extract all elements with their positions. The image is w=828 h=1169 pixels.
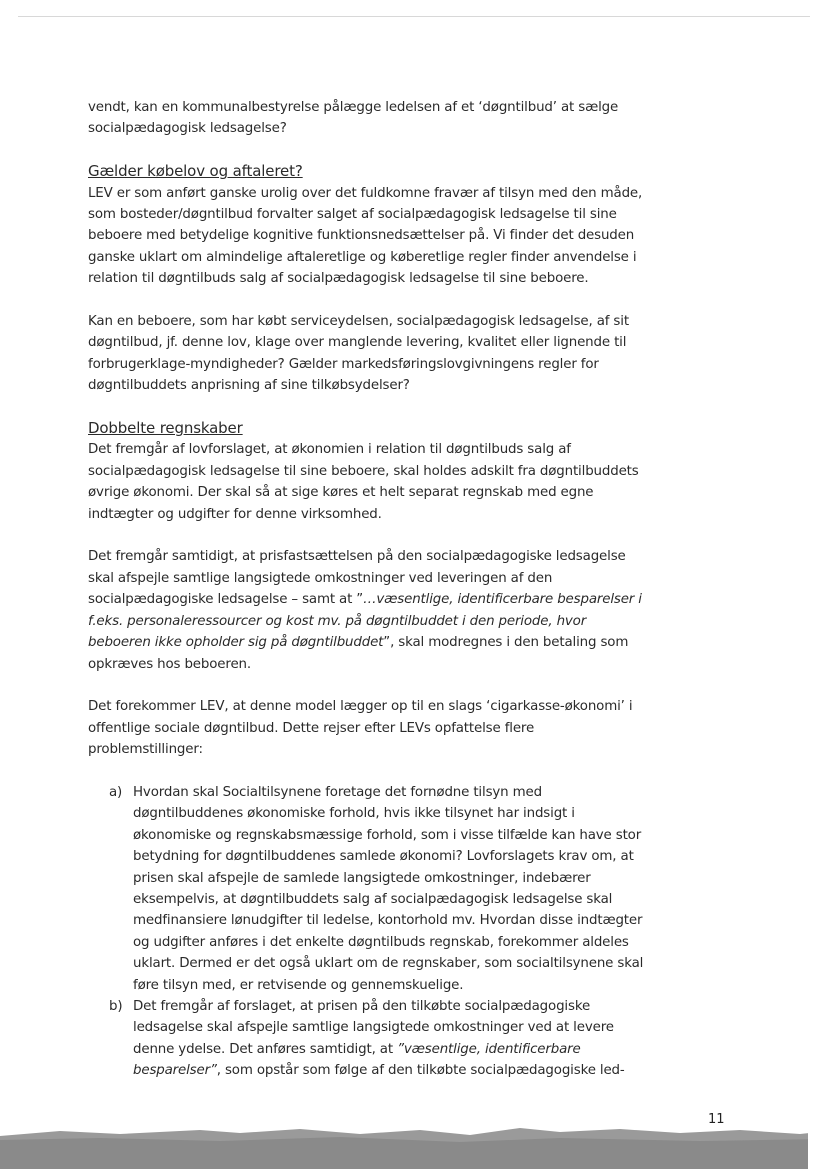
paragraph-cigarkasse: Det forekommer LEV, at denne model lægger op til en slags ‘cigarkasse-økonomi’ i offentlige sociale døgntilbud. Dette rejser efter LEVs opfattelse flere problemstillinger: <box>88 699 633 758</box>
paragraph-oekonomi-adskilt: Det fremgår af lovforslaget, at økonomien i relation til døgntilbuds salg af socialpædagogisk ledsagelse til sine beboere, skal holdes adskilt fra døgntilbuddets øvrige økonomi. Der skal så at sige køres et helt separat regnskab med egne indtægter og udgifter for denne virksomhed. <box>88 442 639 522</box>
list-text-b <box>133 999 625 1078</box>
list-item-a <box>88 782 648 996</box>
scan-shadow-bottom <box>0 1118 828 1169</box>
top-border-line <box>18 16 810 17</box>
list-text-a: Hvordan skal Socialtilsynene foretage det fornødne tilsyn med døgntilbuddenes økonomiske forhold, hvis ikke tilsynet har indsigt i økonomiske og regnskabsmæssige forhold, som i visse tilfælde kan have stor betydning for døgntilbuddenes samlede økonomi? Lovforslagets krav om, at prisen skal afspejle de samlede langsigtede omkostninger, indebærer eksempelvis, at døgntilbuddets salg af socialpædagogisk ledsagelse skal medfinansiere lønudgifter til ledelse, kontorhold mv. Hvordan disse indtægter og udgifter anføres i det enkelte døgntilbuds regnskab, forekommer aldeles uklart. Dermed er det også uklart om de regnskaber, som socialtilsynene skal føre tilsyn med, er retvisende og gennemskuelige. <box>133 784 644 993</box>
page-number: 11 <box>708 1112 725 1127</box>
paragraph-intro: vendt, kan en kommunalbestyrelse pålægge ledelsen af et ‘døgntilbud’ at sælge socialpædagogisk ledsagelse? <box>88 100 619 137</box>
problem-list <box>88 782 648 1082</box>
list-marker-b: b) <box>109 998 123 1014</box>
list-marker-a: a) <box>109 784 123 800</box>
prisfastsaettelse-quote: …væsentlige, identificerbare besparelser i f.eks. personaleressourcer og kost mv. på døgntilbuddet i den periode, hvor beboeren ikke opholder sig på døgntilbuddet <box>88 592 642 651</box>
prisfastsaettelse-text-a: Det fremgår samtidigt, at prisfastsættelsen på den socialpædagogiske ledsagelse skal afspejle samtlige langsigtede omkostninger ved leveringen af den socialpædagogiske ledsagelse – samt at ” <box>88 549 626 608</box>
paragraph-lev-urolig: LEV er som anført ganske urolig over det fuldkomne fravær af tilsyn med den måde, som bosteder/døgntilbud forvalter salget af socialpædagogisk ledsagelse til sine beboere med betydelige kognitive funktionsnedsættelser på. Vi finder det desuden ganske uklart om almindelige aftaleretlige og køberetlige regler finder anvendelse i relation til døgntilbuds salg af socialpædagogisk ledsagelse til sine beboere. <box>88 185 643 287</box>
list-text-b-b: , som opstår som følge af den tilkøbte socialpædagogiske led- <box>216 1063 625 1079</box>
heading-dobbelte-regnskaber: Dobbelte regnskaber <box>88 419 243 438</box>
prisfastsaettelse-text-b: ”, skal modregnes i den betaling som opkræves hos beboeren. <box>88 635 629 672</box>
heading-koebelov: Gælder købelov og aftaleret? <box>88 162 303 181</box>
paragraph-prisfastsaettelse <box>88 546 648 674</box>
list-text-b-a: Det fremgår af forslaget, at prisen på den tilkøbte socialpædagogiske ledsagelse skal afspejle samtlige langsigtede omkostninger ved at levere denne ydelse. Det anføres samtidigt, at <box>133 998 614 1057</box>
paragraph-klage: Kan en beboere, som har købt serviceydelsen, socialpædagogisk ledsagelse, af sit døgntilbud, jf. denne lov, klage over manglende levering, kvalitet eller lignende til forbrugerklage-myndigheder? Gælder markedsføringslovgivningens regler for døgntilbuddets anprisning af sine tilkøbsydelser? <box>88 314 629 394</box>
list-text-b-quote: ”væsentlige, identificerbare besparelser” <box>133 1041 581 1079</box>
document-body <box>88 97 648 1082</box>
list-item-b <box>88 996 648 1082</box>
